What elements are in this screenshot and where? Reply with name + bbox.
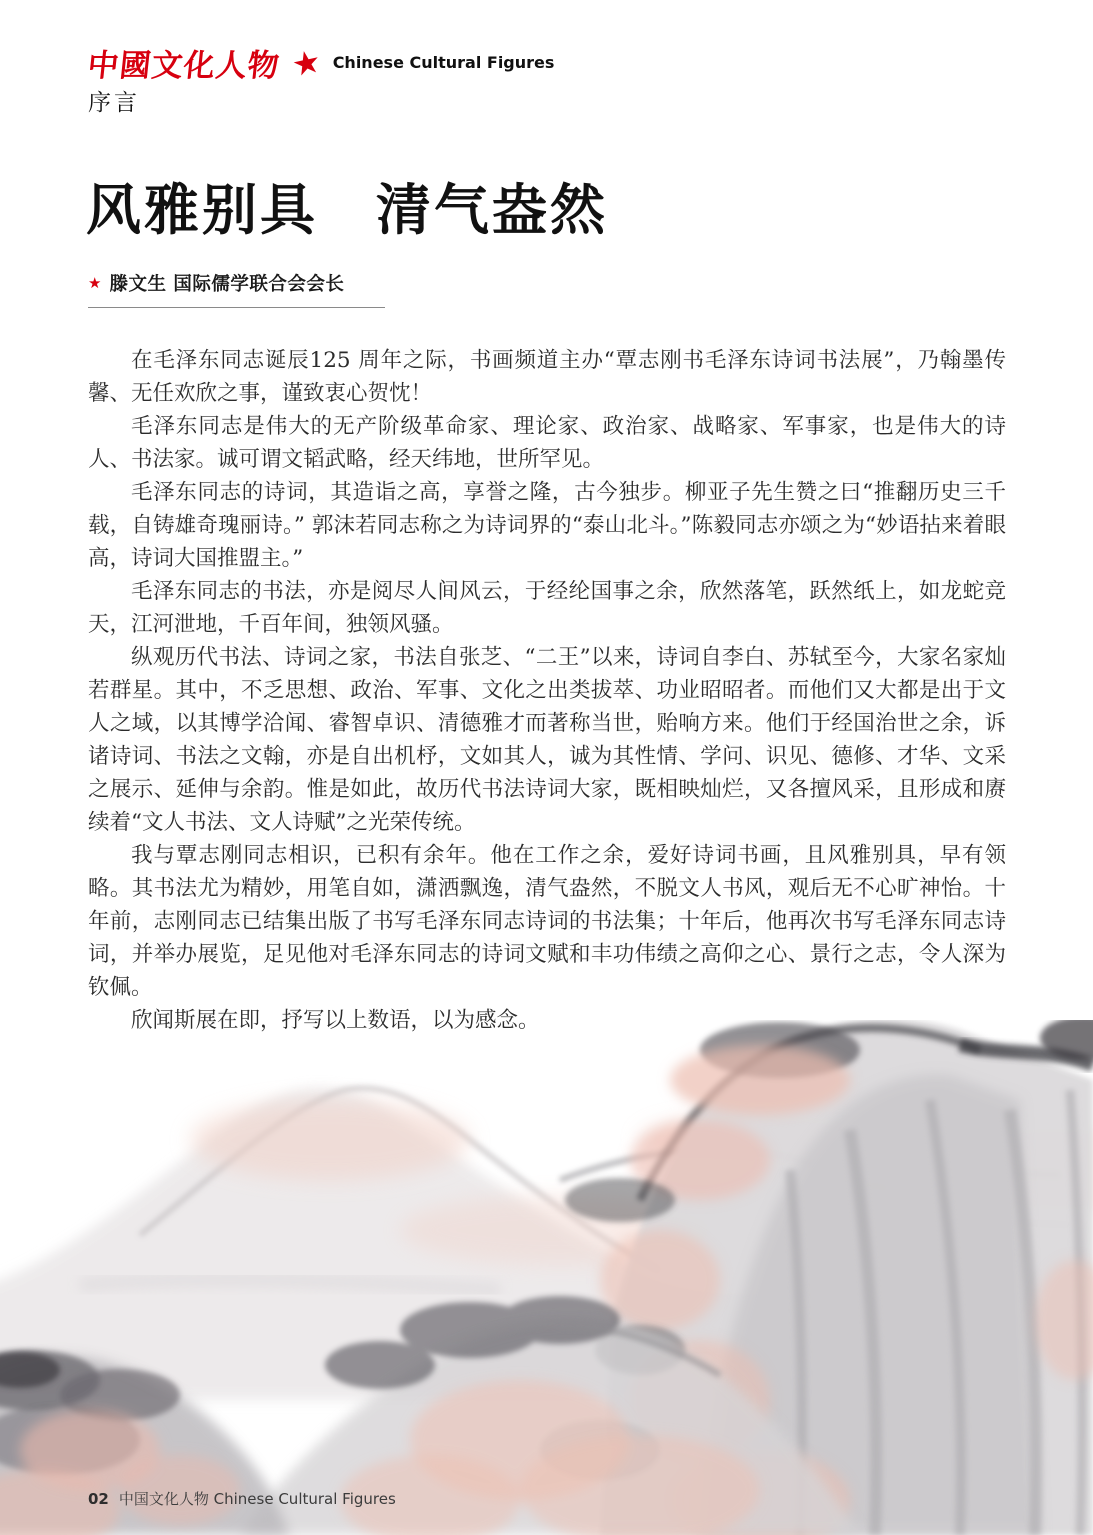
author-name-title: 滕文生 国际儒学联合会会长 <box>109 274 345 295</box>
article-paragraph: 我与覃志刚同志相识，已积有余年。他在工作之余，爱好诗词书画，且风雅别具，早有领略。其书法尤为精妙，用笔自如，潇洒飘逸，清气盎然，不脱文人书风，观后无不心旷神怡。十年前，志刚同志已结集出版了书写毛泽东同志诗词的书法集；十年后，他再次书写毛泽东同志诗词，并举办展览，足见他对毛泽东同志的诗词文赋和丰功伟绩之高仰之心、景行之志，令人深为钦佩。 <box>88 843 1006 1000</box>
article-paragraph: 毛泽东同志的诗词，其造诣之高，享誉之隆，古今独步。柳亚子先生赞之曰“推翻历史三千载，自铸雄奇瑰丽诗。” 郭沫若同志称之为诗词界的“泰山北斗。”陈毅同志亦颂之为“妙语拈来着眼高，诗词大国推盟主。” <box>88 480 1006 571</box>
footer-text: 中国文化人物 Chinese Cultural Figures <box>118 1490 396 1508</box>
article-paragraph: 毛泽东同志是伟大的无产阶级革命家、理论家、政治家、战略家、军事家，也是伟大的诗人、书法家。诚可谓文韬武略，经天纬地，世所罕见。 <box>88 414 1006 472</box>
ink-wash-mountain-painting <box>0 1020 1093 1535</box>
page-number: 02 <box>88 1490 109 1508</box>
brand-logo-text: 中國文化人物 <box>85 48 282 84</box>
article-title: 风雅别具 清气盎然 <box>86 177 609 242</box>
article-paragraph: 在毛泽东同志诞辰125 周年之际，书画频道主办“覃志刚书毛泽东诗词书法展”，乃翰墨传馨、无任欢欣之事，谨致衷心贺忱！ <box>88 348 1006 406</box>
article-body <box>88 344 1006 1037</box>
star-icon: ★ <box>88 273 102 292</box>
article-paragraph: 欣闻斯展在即，抒写以上数语，以为感念。 <box>131 1008 540 1033</box>
article-paragraph: 毛泽东同志的书法，亦是阅尽人间风云，于经纶国事之余，欣然落笔，跃然纸上，如龙蛇竞天，江河泄地，千百年间，独领风骚。 <box>88 579 1006 637</box>
page-footer <box>88 1488 396 1509</box>
author-line <box>88 270 385 308</box>
brand-logo-subtext: Chinese Cultural Figures <box>332 53 555 72</box>
brand-header <box>85 40 555 85</box>
star-icon: ★ <box>288 40 325 85</box>
article-paragraph: 纵观历代书法、诗词之家，书法自张芝、“二王”以来，诗词自李白、苏轼至今，大家名家灿若群星。其中，不乏思想、政治、军事、文化之出类拔萃、功业昭昭者。而他们又大都是出于文人之域，以其博学洽闻、睿智卓识、清德雅才而著称当世，贻响方来。他们于经国治世之余，诉诸诗词、书法之文翰，亦是自出机杼，文如其人，诚为其性情、学问、识见、德修、才华、文采之展示、延伸与余韵。惟是如此，故历代书法诗词大家，既相映灿烂，又各擅风采，且形成和赓续着“文人书法、文人诗赋”之光荣传统。 <box>88 645 1006 835</box>
section-label: 序言 <box>88 90 140 116</box>
